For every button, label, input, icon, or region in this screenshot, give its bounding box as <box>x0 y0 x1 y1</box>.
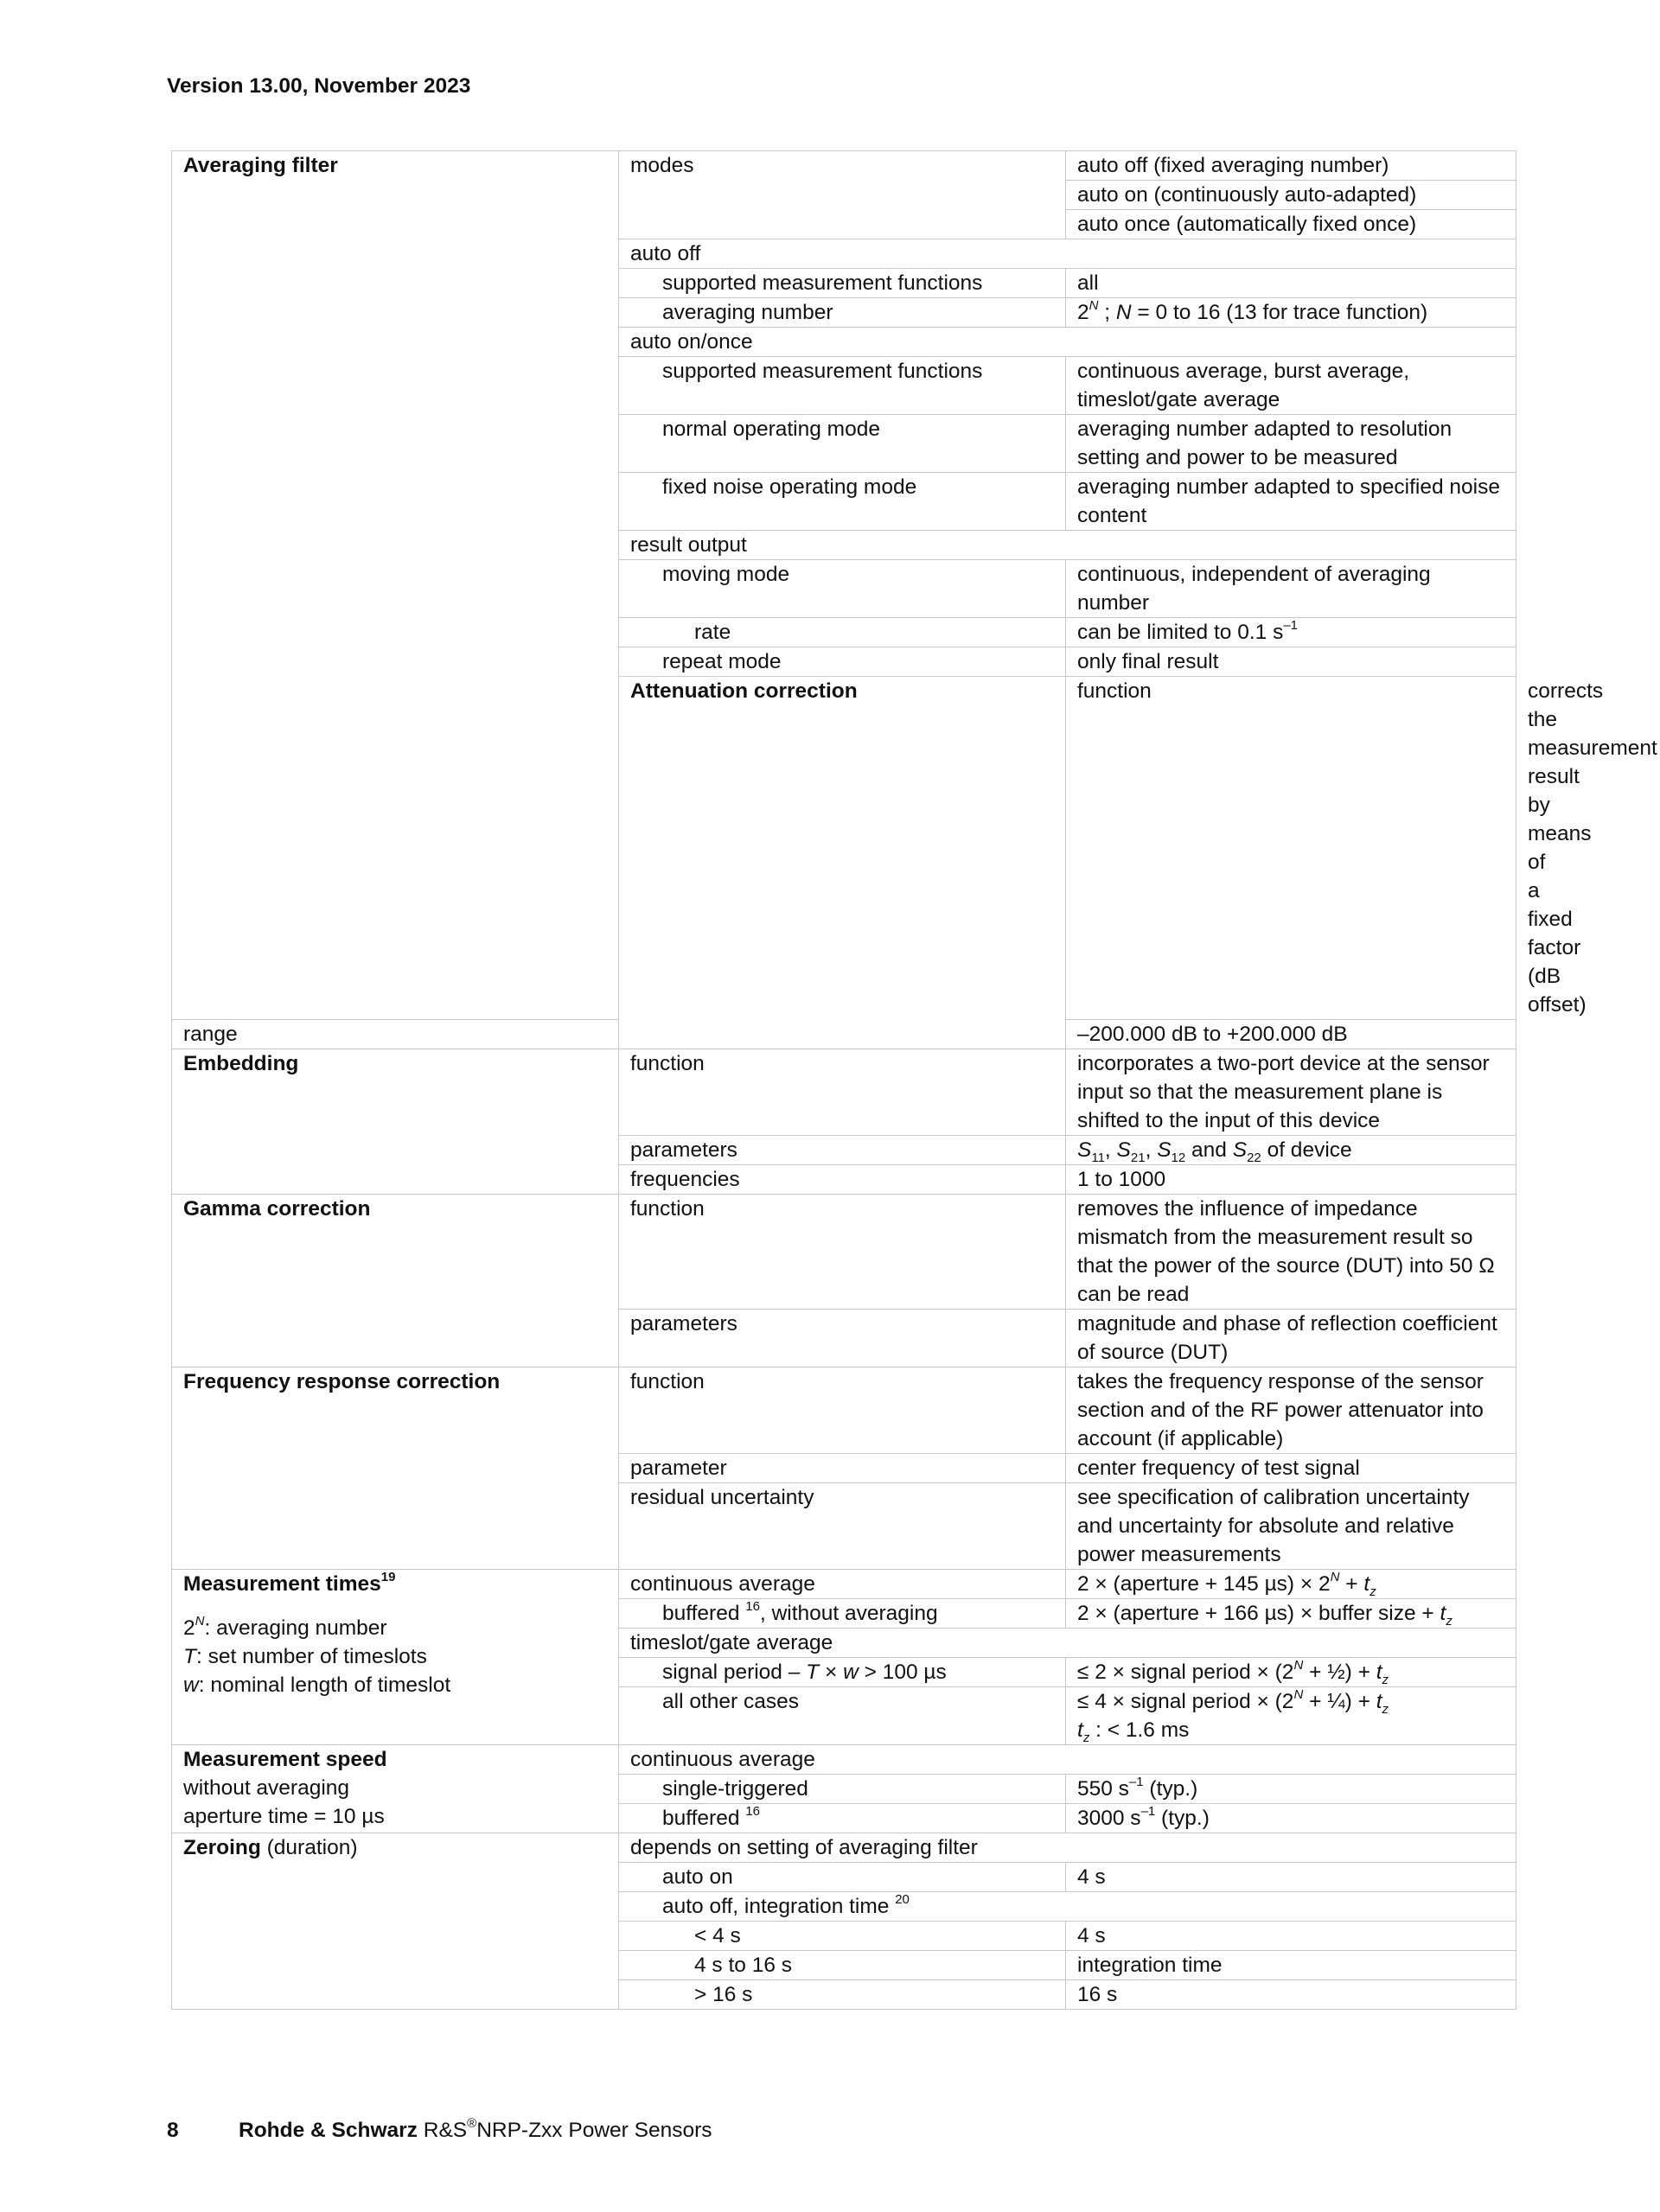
value-mode: auto once (automatically fixed once) <box>1066 210 1516 239</box>
footer-product: R&S®NRP-Zxx Power Sensors <box>417 2115 712 2142</box>
value-averaging-number: $2^N$ ; N = 0 to 16 (13 for trace function) <box>1066 298 1516 328</box>
table-row <box>172 1367 1516 1454</box>
param-parameters: parameters <box>619 1136 1066 1165</box>
param-auto-on: auto on <box>619 1863 1066 1892</box>
value-continuous-average: 2 × (aperture + 145 $\mu s) \times 2^N + t_z$ <box>1066 1570 1516 1599</box>
value-parameter: center frequency of test signal <box>1066 1454 1516 1483</box>
value-4s-to-16s: integration time <box>1066 1951 1516 1980</box>
value-function: removes the influence of impedance mismatch from the measurement result so that the power of the source (DUT) into 50 Ω can be read <box>1066 1195 1516 1310</box>
value-all: all <box>1066 269 1516 298</box>
table-row <box>172 151 1516 181</box>
category-attenuation-correction: Attenuation correction <box>619 677 1066 1049</box>
category-frequency-response-correction: Frequency response correction <box>172 1367 619 1570</box>
param-auto-off: auto off <box>619 239 1516 269</box>
category-embedding: Embedding <box>172 1049 619 1195</box>
param-modes: modes <box>619 151 1066 239</box>
value-rate: can be limited to 0.1 $s^{-1}$ <box>1066 618 1516 647</box>
specifications-table <box>171 150 1657 2010</box>
page-header-version: Version 13.00, November 2023 <box>167 74 471 98</box>
page-number: 8 <box>167 2119 179 2142</box>
value-auto-on: 4 s <box>1066 1863 1516 1892</box>
param-auto-off-integration: auto off, integration time $^{20}$ <box>619 1892 1516 1922</box>
value-frequencies: 1 to 1000 <box>1066 1165 1516 1195</box>
value-gt-16s: 16 s <box>1066 1980 1516 2010</box>
param-buffered: buffered $^{16}$, without averaging <box>619 1599 1066 1629</box>
value-buffered: 3000 $s^{-1}$ (typ.) <box>1066 1804 1516 1833</box>
param-frequencies: frequencies <box>619 1165 1066 1195</box>
value-repeat-mode: only final result <box>1066 647 1516 677</box>
param-all-other-cases: all other cases <box>619 1687 1066 1745</box>
param-gt-16s: > 16 s <box>619 1980 1066 2010</box>
value-supported-functions-2: continuous average, burst average, timeslot/gate average <box>1066 357 1516 415</box>
param-function: function <box>619 1195 1066 1310</box>
param-signal-period: signal period – T × w > 100 µs <box>619 1658 1066 1687</box>
param-timeslot-gate-average: timeslot/gate average <box>619 1629 1516 1658</box>
param-rate: rate <box>619 618 1066 647</box>
param-function: function <box>619 1367 1066 1454</box>
param-4s-to-16s: 4 s to 16 s <box>619 1951 1066 1980</box>
param-parameter: parameter <box>619 1454 1066 1483</box>
value-mode: auto on (continuously auto-adapted) <box>1066 181 1516 210</box>
table-row <box>172 1833 1516 1863</box>
param-fixed-noise-mode: fixed noise operating mode <box>619 473 1066 531</box>
category-measurement-speed: Measurement speed without averaging aperture time = 10 µs <box>172 1745 619 1833</box>
value-buffered: 2 × (aperture + 166 µs) × buffer size + $t_z$ <box>1066 1599 1516 1629</box>
param-normal-mode: normal operating mode <box>619 415 1066 473</box>
value-moving-mode: continuous, independent of averaging number <box>1066 560 1516 618</box>
page-footer <box>167 2115 712 2143</box>
param-continuous-average: continuous average <box>619 1570 1066 1599</box>
value-all-other-cases: ≤ 4 × signal period × ($2^N$ + ¼) + $t_z$ $t_z$ : < 1.6 ms <box>1066 1687 1516 1745</box>
value-signal-period: ≤ 2 × signal period × ($2^N$ + ½) + $t_z$ <box>1066 1658 1516 1687</box>
param-single-triggered: single-triggered <box>619 1775 1066 1804</box>
table-row <box>172 1570 1516 1599</box>
category-measurement-times: Measurement times$^{19}$ $2^N$: averaging number T: set number of timeslots w: nominal length of timeslot <box>172 1570 619 1745</box>
param-residual-uncertainty: residual uncertainty <box>619 1483 1066 1570</box>
param-depends: depends on setting of averaging filter <box>619 1833 1516 1863</box>
table-row: Attenuation correction function corrects the measurement result by means of a fixed factor (dB offset) <box>172 677 1516 1020</box>
value-single-triggered: 550 $s^{-1}$ (typ.) <box>1066 1775 1516 1804</box>
value-residual-uncertainty: see specification of calibration uncertainty and uncertainty for absolute and relative power measurements <box>1066 1483 1516 1570</box>
param-range: range <box>172 1020 619 1049</box>
param-repeat-mode: repeat mode <box>619 647 1066 677</box>
value-function: takes the frequency response of the sensor section and of the RF power attenuator into account (if applicable) <box>1066 1367 1516 1454</box>
param-lt-4s: < 4 s <box>619 1922 1066 1951</box>
param-function: function <box>1066 677 1516 1020</box>
param-result-output: result output <box>619 531 1516 560</box>
value-mode: auto off (fixed averaging number) <box>1066 151 1516 181</box>
value-lt-4s: 4 s <box>1066 1922 1516 1951</box>
param-moving-mode: moving mode <box>619 560 1066 618</box>
value-parameters: magnitude and phase of reflection coefficient of source (DUT) <box>1066 1310 1516 1367</box>
value-normal-mode: averaging number adapted to resolution setting and power to be measured <box>1066 415 1516 473</box>
value-function: incorporates a two-port device at the sensor input so that the measurement plane is shifted to the input of this device <box>1066 1049 1516 1136</box>
value-fixed-noise-mode: averaging number adapted to specified noise content <box>1066 473 1516 531</box>
value-parameters: $S_{11}$, $S_{21}$, $S_{12}$ and $S_{22}$ of device <box>1066 1136 1516 1165</box>
param-averaging-number: averaging number <box>619 298 1066 328</box>
table-row <box>172 1195 1516 1310</box>
category-zeroing: Zeroing (duration) <box>172 1833 619 2010</box>
param-function: function <box>619 1049 1066 1136</box>
footer-brand: Rohde & Schwarz <box>239 2119 418 2142</box>
value-range: –200.000 dB to +200.000 dB <box>1066 1020 1516 1049</box>
param-supported-functions: supported measurement functions <box>619 269 1066 298</box>
param-continuous-average: continuous average <box>619 1745 1516 1775</box>
table-row <box>172 1049 1516 1136</box>
category-gamma-correction: Gamma correction <box>172 1195 619 1367</box>
param-parameters: parameters <box>619 1310 1066 1367</box>
param-auto-on-once: auto on/once <box>619 328 1516 357</box>
param-buffered: buffered $^{16}$ <box>619 1804 1066 1833</box>
table-row <box>172 1745 1516 1775</box>
param-supported-functions-2: supported measurement functions <box>619 357 1066 415</box>
category-averaging-filter: Averaging filter <box>172 151 619 1020</box>
